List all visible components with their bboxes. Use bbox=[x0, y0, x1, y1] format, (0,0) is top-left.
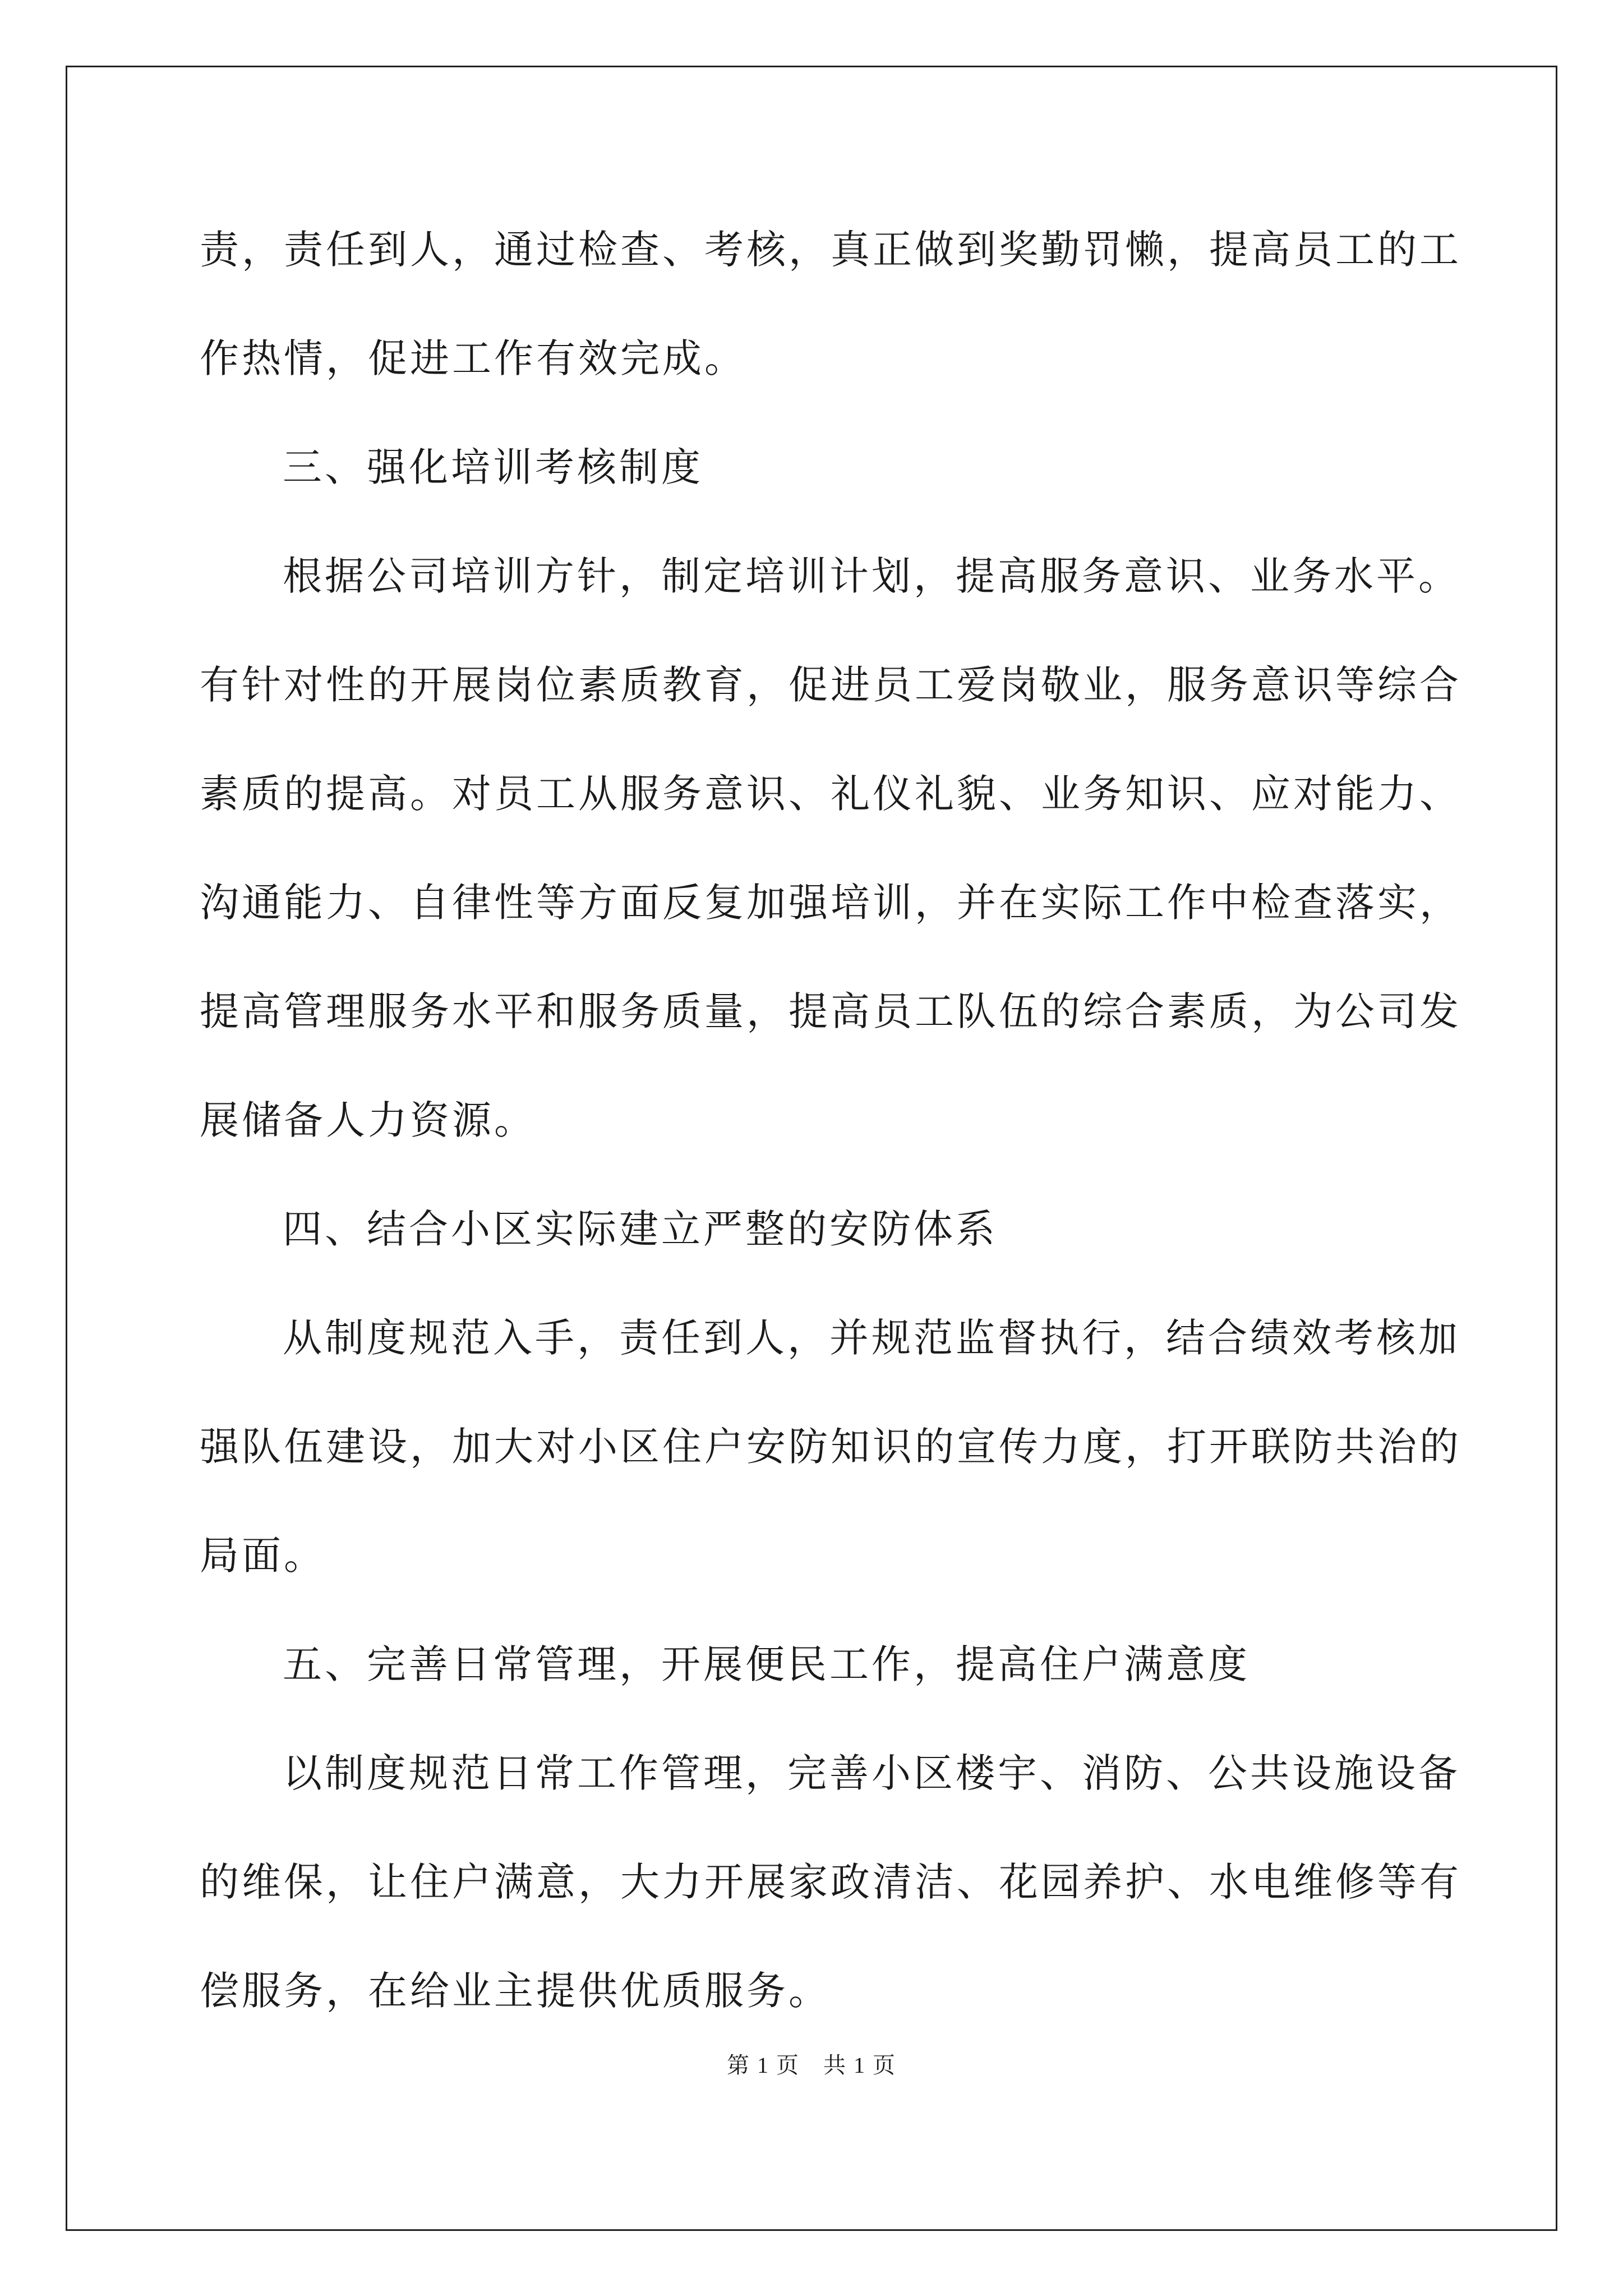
paragraph-line: 沟通能力、自律性等方面反复加强培训，并在实际工作中检查落实， bbox=[200, 880, 1461, 926]
paragraph-line: 的维保，让住户满意，大力开展家政清洁、花园养护、水电维修等有 bbox=[200, 1859, 1461, 1905]
paragraph-line: 以制度规范日常工作管理，完善小区楼宇、消防、公共设施设备 bbox=[283, 1750, 1460, 1796]
section-heading: 三、强化培训考核制度 bbox=[283, 444, 703, 490]
paragraph-line: 偿服务，在给业主提供优质服务。 bbox=[200, 1968, 831, 2014]
paragraph-line: 有针对性的开展岗位素质教育，促进员工爱岗敬业，服务意识等综合 bbox=[200, 662, 1461, 708]
paragraph-line: 根据公司培训方针，制定培训计划，提高服务意识、业务水平。 bbox=[283, 553, 1460, 599]
section-heading: 四、结合小区实际建立严整的安防体系 bbox=[283, 1206, 998, 1252]
paragraph-line: 展储备人力资源。 bbox=[200, 1097, 536, 1143]
paragraph-line: 从制度规范入手，责任到人，并规范监督执行，结合绩效考核加 bbox=[283, 1315, 1460, 1361]
section-heading: 五、完善日常管理，开展便民工作，提高住户满意度 bbox=[283, 1641, 1250, 1687]
paragraph-line: 责，责任到人，通过检查、考核，真正做到奖勤罚懒，提高员工的工 bbox=[200, 227, 1461, 273]
paragraph-line: 素质的提高。对员工从服务意识、礼仪礼貌、业务知识、应对能力、 bbox=[200, 771, 1461, 817]
document-body bbox=[200, 219, 1461, 2069]
paragraph-line: 局面。 bbox=[200, 1533, 326, 1579]
paragraph-line: 作热情，促进工作有效完成。 bbox=[200, 335, 746, 381]
page-number-footer: 第 1 页 共 1 页 bbox=[727, 2053, 896, 2078]
paragraph-line: 强队伍建设，加大对小区住户安防知识的宣传力度，打开联防共治的 bbox=[200, 1424, 1461, 1470]
paragraph-line: 提高管理服务水平和服务质量，提高员工队伍的综合素质，为公司发 bbox=[200, 988, 1461, 1034]
